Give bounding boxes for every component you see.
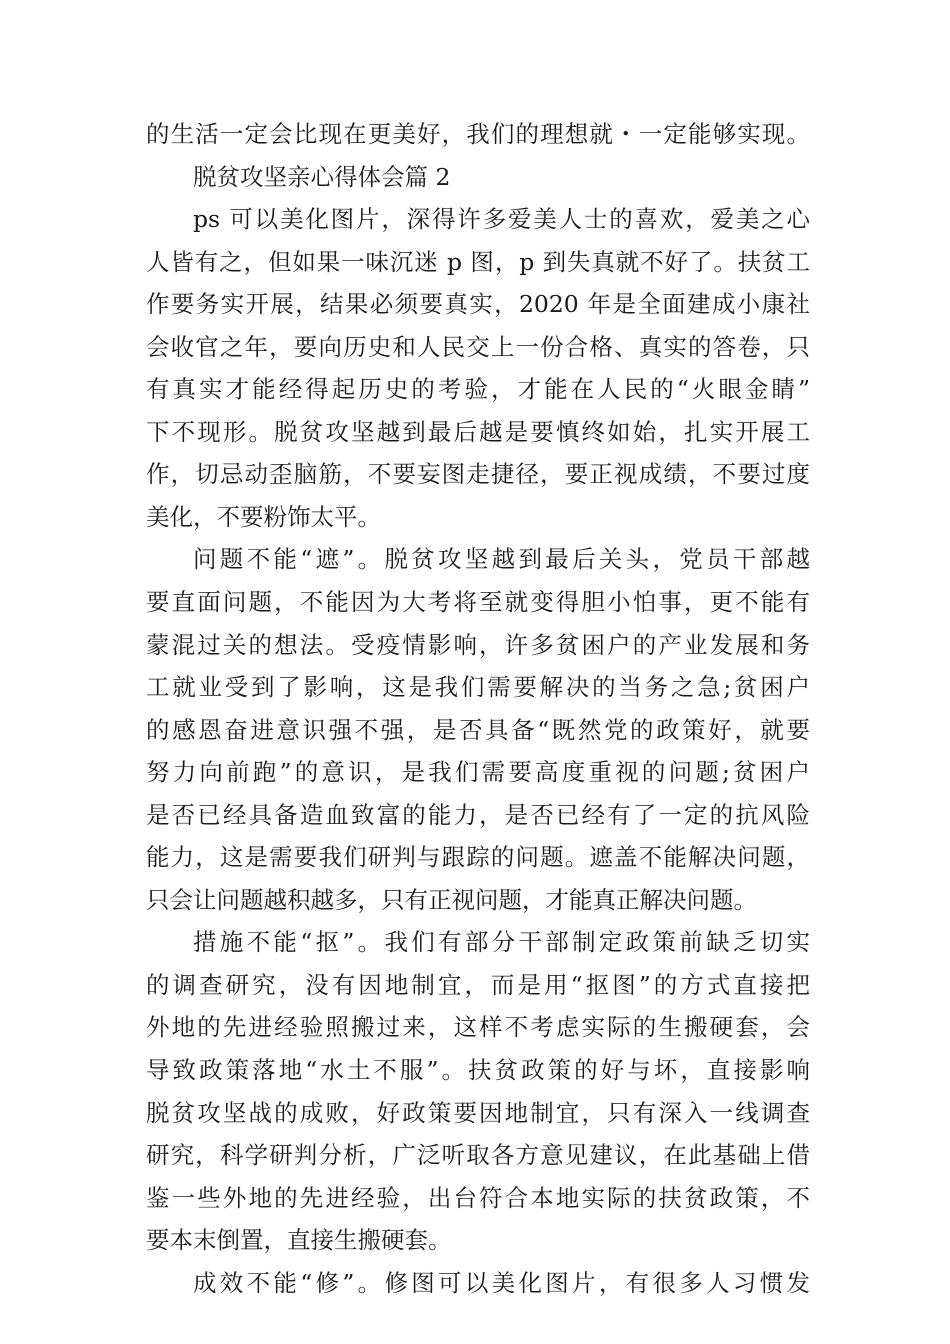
text-line: 导致政策落地“水土不服”。扶贫政策的好与坏，直接影响 xyxy=(146,1056,810,1085)
text-line: 只会让问题越积越多，只有正视问题，才能真正解决问题。 xyxy=(146,885,757,914)
text-line: 问题不能“遮”。脱贫攻坚越到最后关头，党员干部越 xyxy=(193,545,810,574)
text-line: 美化，不要粉饰太平。 xyxy=(146,502,381,531)
text-line: 会收官之年，要向历史和人民交上一份合格、真实的答卷，只 xyxy=(146,332,810,361)
text-line: 人皆有之，但如果一味沉迷 p 图，p 到失真就不好了。扶贫工 xyxy=(146,247,810,276)
section-heading: 脱贫攻坚亲心得体会篇 2 xyxy=(193,162,451,191)
text-line: 作，切忌动歪脑筋，不要妄图走捷径，要正视成绩，不要过度 xyxy=(146,460,810,489)
text-line: 要本末倒置，直接生搬硬套。 xyxy=(146,1226,452,1255)
text-line: 下不现形。脱贫攻坚越到最后越是要慎终如始，扎实开展工 xyxy=(146,417,810,446)
text-line: 的感恩奋进意识强不强，是否具备“既然党的政策好，就要 xyxy=(146,715,810,744)
text-line: 成效不能“修”。修图可以美化图片，有很多人习惯发 xyxy=(193,1268,810,1297)
text-line: 的调查研究，没有因地制宜，而是用“抠图”的方式直接把 xyxy=(146,970,810,999)
text-line: 是否已经具备造血致富的能力，是否已经有了一定的抗风险 xyxy=(146,800,810,829)
text-line: 蒙混过关的想法。受疫情影响，许多贫困户的产业发展和务 xyxy=(146,630,810,659)
text-line: ps 可以美化图片，深得许多爱美人士的喜欢，爱美之心 xyxy=(193,205,810,234)
text-line: 能力，这是需要我们研判与跟踪的问题。遮盖不能解决问题， xyxy=(146,843,810,872)
text-line: 有真实才能经得起历史的考验，才能在人民的“火眼金睛” xyxy=(146,375,810,404)
text-line: 措施不能“抠”。我们有部分干部制定政策前缺乏切实 xyxy=(193,928,810,957)
text-line: 外地的先进经验照搬过来，这样不考虑实际的生搬硬套，会 xyxy=(146,1013,810,1042)
document-body xyxy=(146,113,810,1304)
text-line: 研究，科学研判分析，广泛听取各方意见建议，在此基础上借 xyxy=(146,1141,810,1170)
text-line: 要直面问题，不能因为大考将至就变得胆小怕事，更不能有 xyxy=(146,588,810,617)
text-line: 努力向前跑”的意识，是我们需要高度重视的问题;贫困户 xyxy=(146,758,810,787)
text-line: 的生活一定会比现在更美好，我们的理想就・一定能够实现。 xyxy=(146,120,810,148)
text-line: 作要务实开展，结果必须要真实，2020 年是全面建成小康社 xyxy=(146,290,810,319)
text-line: 工就业受到了影响，这是我们需要解决的当务之急;贫困户 xyxy=(146,673,810,702)
text-line: 脱贫攻坚战的成败，好政策要因地制宜，只有深入一线调查 xyxy=(146,1098,810,1127)
text-line: 鉴一些外地的先进经验，出台符合本地实际的扶贫政策，不 xyxy=(146,1183,810,1212)
